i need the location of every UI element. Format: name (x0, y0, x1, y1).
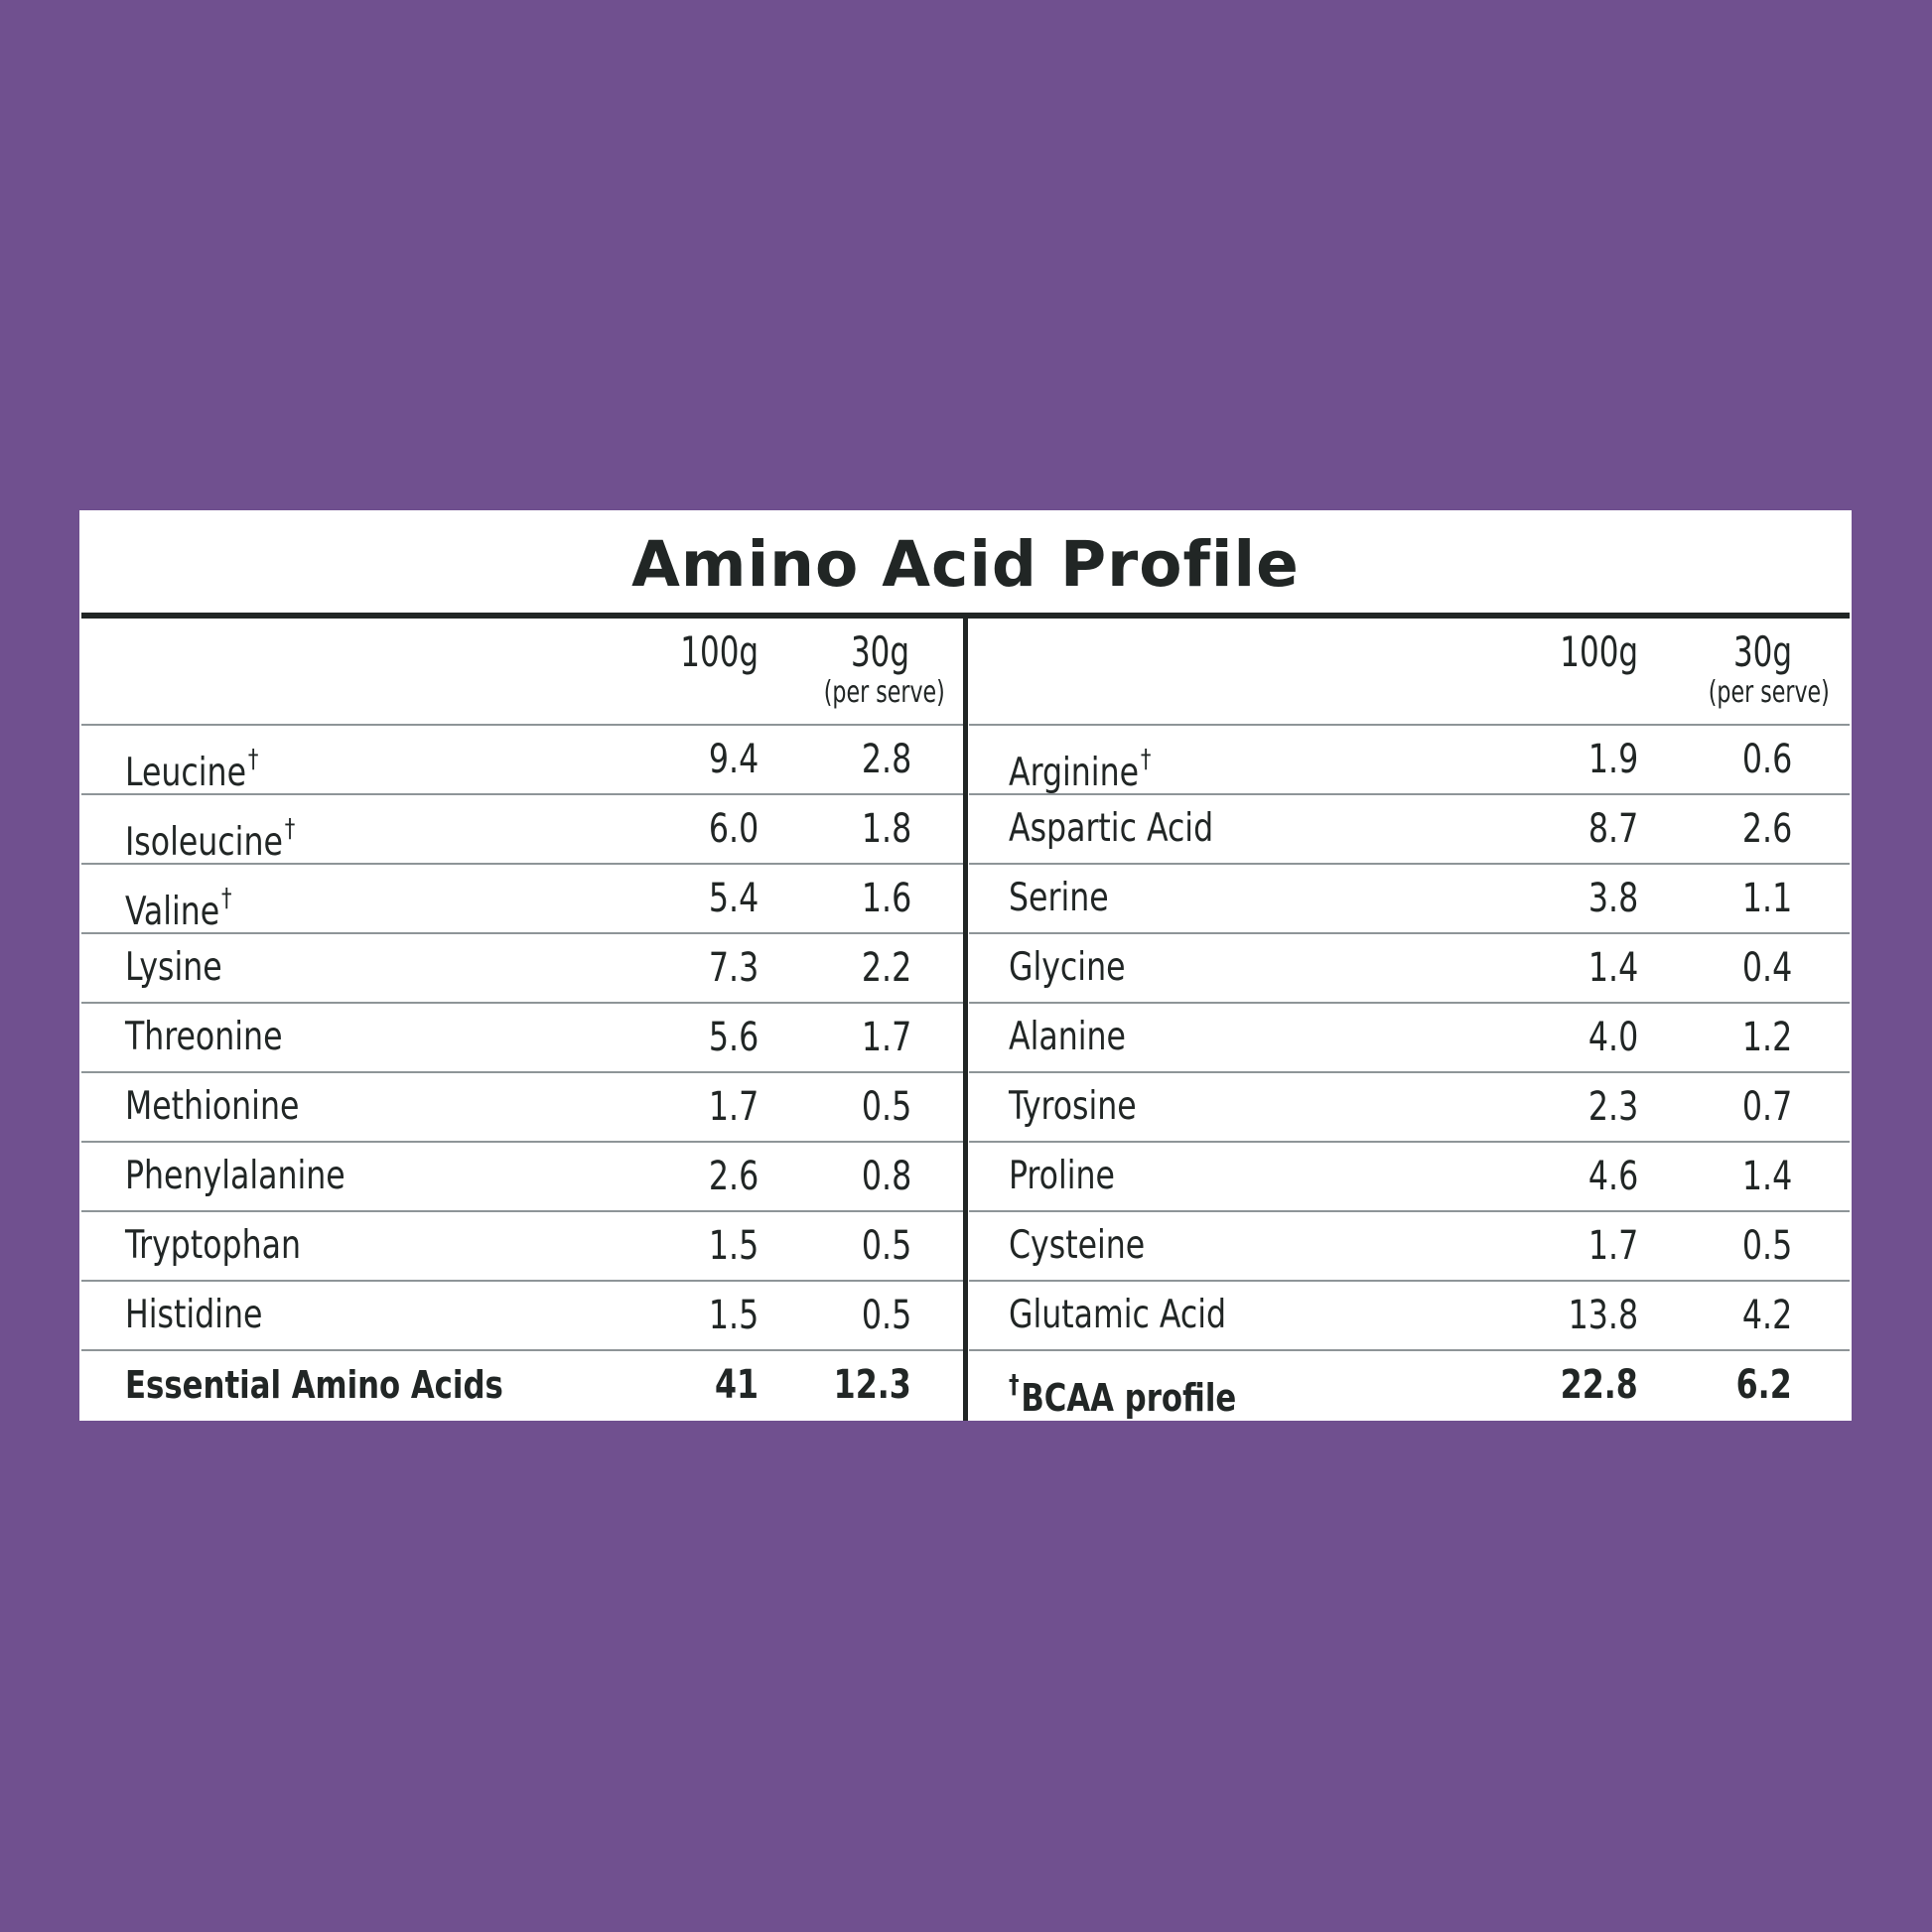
amino-acid-label: Alanine (1009, 1015, 1126, 1059)
amino-acid-label: Lysine (125, 945, 222, 990)
amino-acid-name (1009, 736, 1151, 797)
value-per-100g: 2.3 (1587, 1084, 1638, 1130)
amino-acid-label: Phenylalanine (125, 1154, 345, 1198)
amino-acid-label: Valine (125, 890, 220, 934)
table-row (969, 1282, 1850, 1351)
value-per-30g: 1.6 (861, 876, 911, 921)
amino-acid-label: Cysteine (1009, 1223, 1146, 1268)
amino-acid-label: Proline (1009, 1154, 1115, 1198)
total-row (969, 1351, 1850, 1419)
amino-acid-label: Serine (1009, 876, 1109, 920)
column-header (81, 619, 965, 726)
total-label (1009, 1361, 1236, 1422)
amino-acid-name (1009, 1153, 1115, 1200)
value-per-30g: 1.4 (1741, 1154, 1792, 1199)
value-per-30g: 1.8 (861, 806, 911, 852)
bcaa-dagger-mark: † (247, 745, 259, 774)
value-per-100g: 8.7 (1587, 806, 1638, 852)
value-per-100g: 7.3 (708, 945, 759, 991)
value-per-30g: 1.1 (1741, 876, 1792, 921)
amino-acid-name (1009, 1014, 1126, 1061)
header-per-serve: (per serve) (823, 675, 945, 710)
right-table-section (969, 619, 1850, 1421)
value-per-30g: 2.2 (861, 945, 911, 991)
header-per-serve: (per serve) (1708, 675, 1830, 710)
value-per-100g: 4.6 (1587, 1154, 1638, 1199)
value-per-100g: 1.7 (1587, 1223, 1638, 1269)
total-label (125, 1361, 503, 1409)
table-row (81, 1212, 965, 1282)
amino-acid-label: Aspartic Acid (1009, 806, 1214, 851)
amino-acid-label: Arginine (1009, 751, 1140, 795)
value-per-30g: 0.5 (1741, 1223, 1792, 1269)
table-row (81, 726, 965, 795)
amino-acid-name (1009, 944, 1126, 992)
amino-acid-label: Glycine (1009, 945, 1126, 990)
value-per-100g: 4.0 (1587, 1015, 1638, 1060)
amino-acid-name (125, 875, 232, 936)
table-row (969, 1004, 1850, 1073)
amino-acid-table (79, 510, 1852, 1421)
value-per-30g: 0.5 (861, 1293, 911, 1338)
table-row (969, 726, 1850, 795)
amino-acid-label: Leucine (125, 751, 247, 795)
value-per-100g: 1.5 (708, 1293, 759, 1338)
amino-acid-name (125, 1222, 301, 1270)
table-row (969, 795, 1850, 865)
table-row (81, 1282, 965, 1351)
amino-acid-name (125, 1292, 262, 1339)
header-100g: 100g (680, 627, 759, 676)
value-per-30g: 0.4 (1741, 945, 1792, 991)
amino-acid-name (1009, 1222, 1145, 1270)
value-per-30g: 2.6 (1741, 806, 1792, 852)
bcaa-dagger-mark: † (1009, 1370, 1020, 1400)
total-label-text: Essential Amino Acids (125, 1363, 503, 1407)
total-per-30g: 6.2 (1735, 1362, 1792, 1408)
value-per-100g: 5.6 (708, 1015, 759, 1060)
value-per-30g: 0.5 (861, 1084, 911, 1130)
table-row (969, 934, 1850, 1004)
table-row (81, 1073, 965, 1143)
amino-acid-name (1009, 805, 1213, 853)
table-row (81, 934, 965, 1004)
amino-acid-label: Isoleucine (125, 820, 283, 865)
header-100g: 100g (1560, 627, 1638, 676)
amino-acid-name (125, 944, 222, 992)
value-per-100g: 5.4 (708, 876, 759, 921)
amino-acid-name (125, 805, 295, 867)
column-divider (963, 619, 968, 1421)
value-per-100g: 2.6 (708, 1154, 759, 1199)
table-row (81, 1004, 965, 1073)
amino-acid-name (125, 1014, 282, 1061)
value-per-30g: 0.6 (1741, 737, 1792, 782)
value-per-30g: 0.5 (861, 1223, 911, 1269)
left-table-section (81, 619, 965, 1421)
table-row (969, 1073, 1850, 1143)
column-header (969, 619, 1850, 726)
amino-acid-name (125, 1083, 299, 1131)
bcaa-dagger-mark: † (221, 884, 232, 913)
bcaa-dagger-mark: † (1140, 745, 1152, 774)
bcaa-dagger-mark: † (284, 814, 296, 844)
table-row (81, 795, 965, 865)
total-per-100g: 22.8 (1560, 1362, 1638, 1408)
value-per-100g: 6.0 (708, 806, 759, 852)
amino-acid-label: Tryptophan (125, 1223, 301, 1268)
value-per-100g: 1.4 (1587, 945, 1638, 991)
amino-acid-label: Methionine (125, 1084, 300, 1129)
amino-acid-label: Threonine (125, 1015, 283, 1059)
value-per-30g: 0.8 (861, 1154, 911, 1199)
amino-acid-name (125, 1153, 345, 1200)
value-per-30g: 2.8 (861, 737, 911, 782)
header-30g: 30g (1732, 627, 1792, 676)
amino-acid-label: Glutamic Acid (1009, 1293, 1227, 1337)
amino-acid-name (1009, 875, 1109, 922)
value-per-100g: 9.4 (708, 737, 759, 782)
value-per-100g: 13.8 (1568, 1293, 1638, 1338)
value-per-30g: 4.2 (1741, 1293, 1792, 1338)
value-per-100g: 1.7 (708, 1084, 759, 1130)
value-per-100g: 1.9 (1587, 737, 1638, 782)
amino-acid-name (125, 736, 258, 797)
amino-acid-name (1009, 1292, 1226, 1339)
amino-acid-name (1009, 1083, 1137, 1131)
value-per-100g: 1.5 (708, 1223, 759, 1269)
total-per-30g: 12.3 (833, 1362, 911, 1408)
value-per-100g: 3.8 (1587, 876, 1638, 921)
table-row (81, 865, 965, 934)
amino-acid-label: Histidine (125, 1293, 263, 1337)
amino-acid-label: Tyrosine (1009, 1084, 1137, 1129)
header-30g: 30g (850, 627, 909, 676)
table-row (81, 1143, 965, 1212)
table-title: Amino Acid Profile (631, 527, 1300, 601)
value-per-30g: 0.7 (1741, 1084, 1792, 1130)
table-row (969, 865, 1850, 934)
total-label-text: BCAA profile (1021, 1376, 1237, 1420)
value-per-30g: 1.2 (1741, 1015, 1792, 1060)
value-per-30g: 1.7 (861, 1015, 911, 1060)
total-row (81, 1351, 965, 1419)
total-per-100g: 41 (714, 1362, 759, 1408)
table-row (969, 1212, 1850, 1282)
table-row (969, 1143, 1850, 1212)
